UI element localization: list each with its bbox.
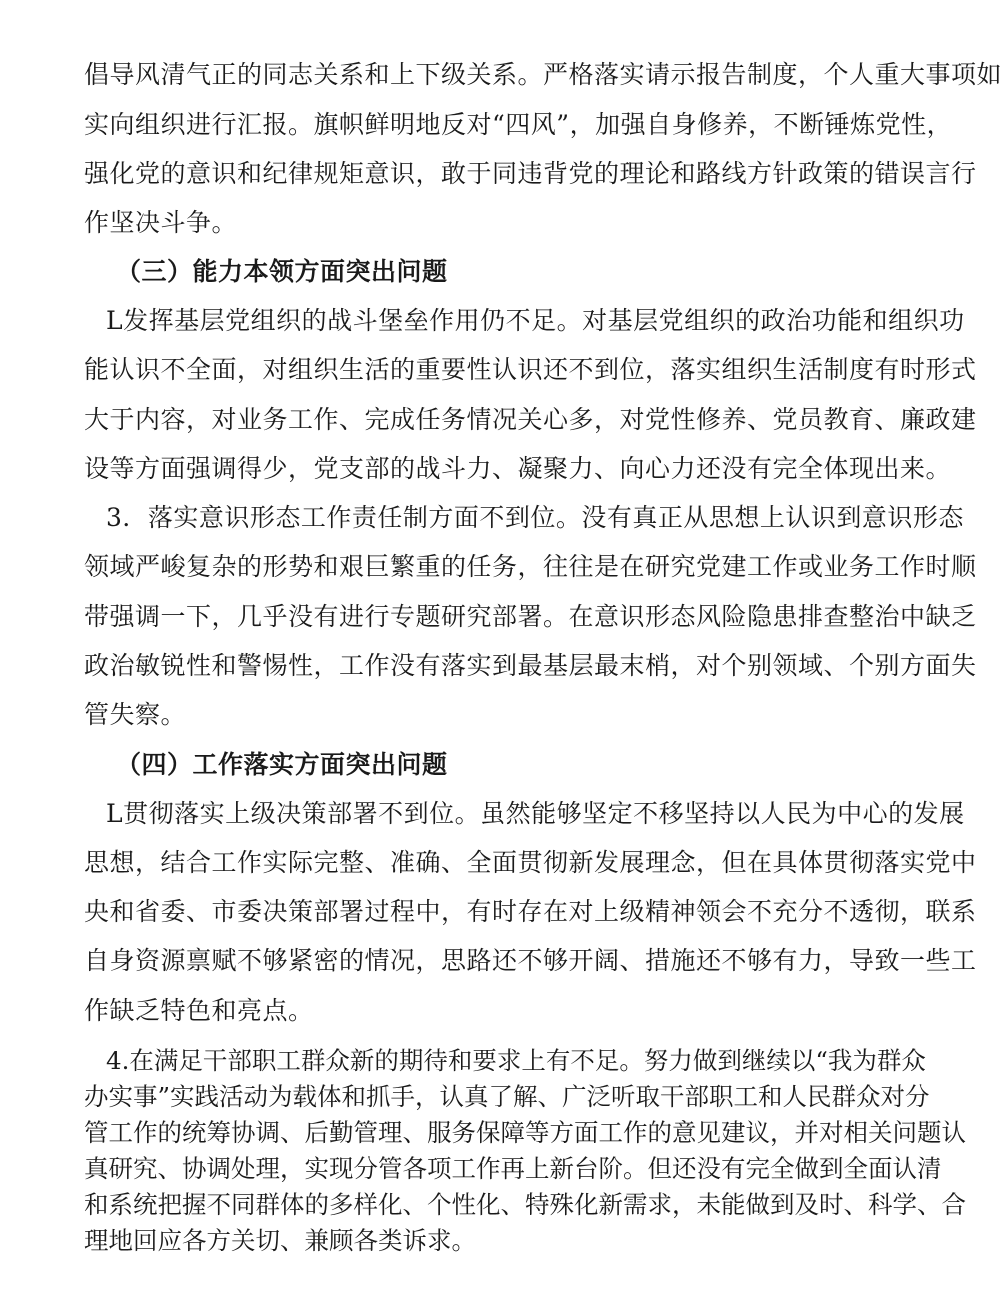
- paragraph-line: 政治敏锐性和警惕性，工作没有落实到最基层最末梢，对个别领域、个别方面失: [84, 651, 977, 680]
- paragraph-line: 自身资源禀赋不够紧密的情况，思路还不够开阔、措施还不够有力，导致一些工: [84, 946, 977, 975]
- paragraph-line: 3．落实意识形态工作责任制方面不到位。没有真正从思想上认识到意识形态: [106, 503, 964, 532]
- paragraph-line: 思想，结合工作实际完整、准确、全面贯彻新发展理念，但在具体贯彻落实党中: [84, 848, 977, 877]
- paragraph-line: 能认识不全面，对组织生活的重要性认识还不到位，落实组织生活制度有时形式: [84, 355, 977, 384]
- paragraph-line: 和系统把握不同群体的多样化、个性化、特殊化新需求，未能做到及时、科学、合: [84, 1190, 966, 1219]
- paragraph-line: L发挥基层党组织的战斗堡垒作用仍不足。对基层党组织的政治功能和组织功: [106, 306, 965, 335]
- paragraph-line: 管工作的统筹协调、后勤管理、服务保障等方面工作的意见建议，并对相关问题认: [84, 1118, 966, 1147]
- paragraph-line: 央和省委、市委决策部署过程中，有时存在对上级精神领会不充分不透彻，联系: [84, 897, 977, 926]
- paragraph-line: 作坚决斗争。: [84, 208, 238, 237]
- section-heading: （四）工作落实方面突出问题: [116, 750, 448, 779]
- section-heading: （三）能力本领方面突出问题: [116, 257, 448, 286]
- paragraph-line: 理地回应各方关切、兼顾各类诉求。: [84, 1226, 476, 1255]
- paragraph-line: 作缺乏特色和亮点。: [84, 996, 314, 1025]
- paragraph-line: 办实事”实践活动为载体和抓手，认真了解、广泛听取干部职工和人民群众对分: [84, 1082, 930, 1111]
- paragraph-line: 实向组织进行汇报。旗帜鲜明地反对“四风”，加强自身修养，不断锤炼党性，: [84, 110, 953, 139]
- paragraph-line: 真研究、协调处理，实现分管各项工作再上新台阶。但还没有完全做到全面认清: [84, 1154, 942, 1183]
- paragraph-line: 管失察。: [84, 700, 187, 729]
- paragraph-line: L贯彻落实上级决策部署不到位。虽然能够坚定不移坚持以人民为中心的发展: [106, 799, 965, 828]
- paragraph-line: 大于内容，对业务工作、完成任务情况关心多，对党性修养、党员教育、廉政建: [84, 405, 977, 434]
- paragraph-line: 设等方面强调得少，党支部的战斗力、凝聚力、向心力还没有完全体现出来。: [84, 454, 952, 483]
- paragraph-line: 带强调一下，几乎没有进行专题研究部署。在意识形态风险隐患排查整治中缺乏: [84, 602, 977, 631]
- paragraph-line: 4.在满足干部职工群众新的期待和要求上有不足。努力做到继续以“我为群众: [106, 1046, 926, 1075]
- paragraph-line: 强化党的意识和纪律规矩意识，敢于同违背党的理论和路线方针政策的错误言行: [84, 159, 977, 188]
- paragraph-line: 倡导风清气正的同志关系和上下级关系。严格落实请示报告制度，个人重大事项如: [84, 60, 1002, 89]
- paragraph-line: 领域严峻复杂的形势和艰巨繁重的任务，往往是在研究党建工作或业务工作时顺: [84, 552, 977, 581]
